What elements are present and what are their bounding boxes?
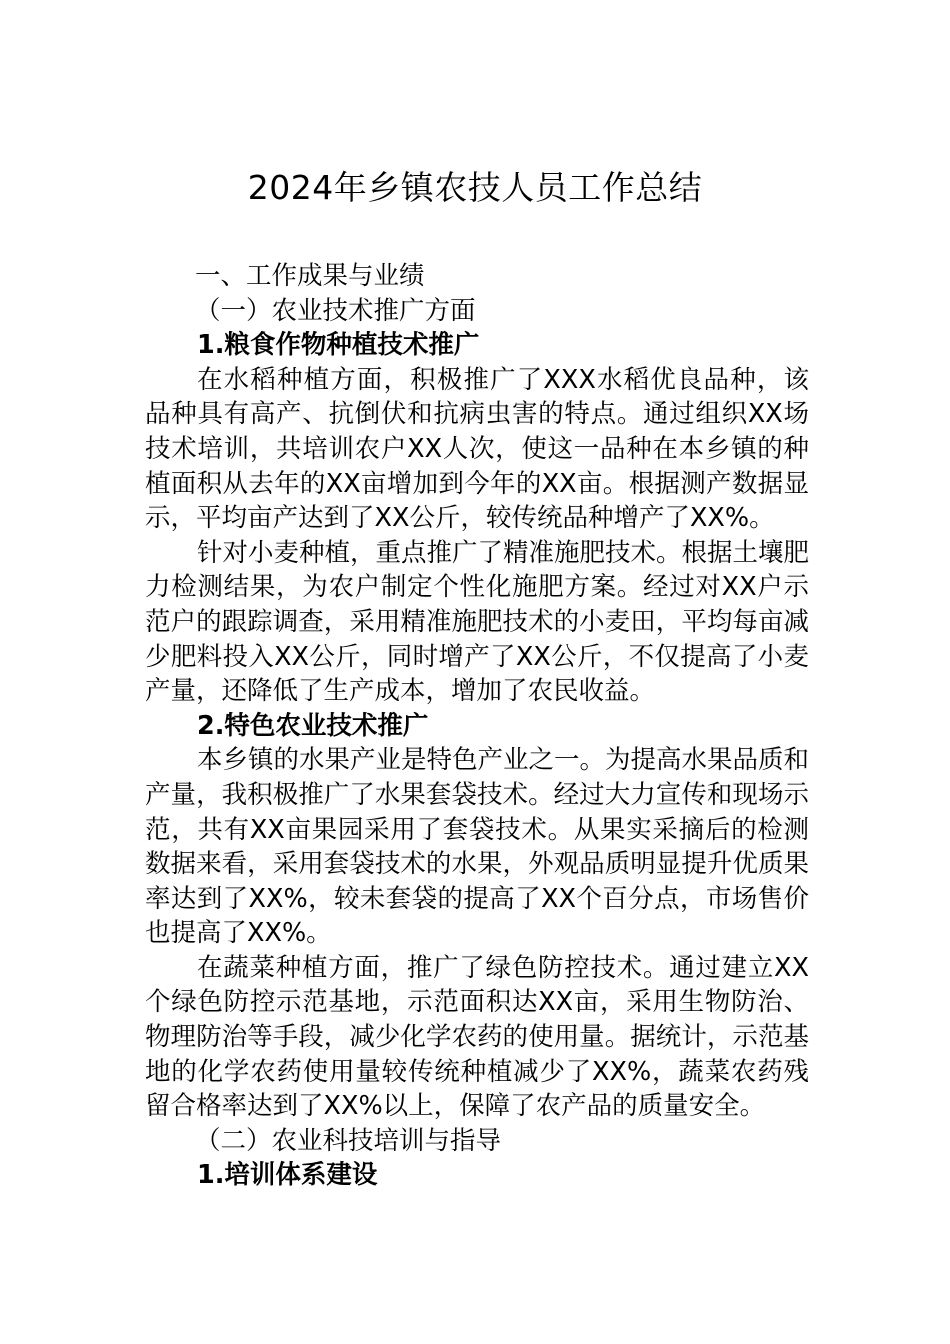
item-heading: 1.粮食作物种植技术推广 (197, 330, 480, 361)
item-heading: 1.培训体系建设 (197, 1160, 378, 1191)
item-heading: 2.特色农业技术推广 (197, 710, 429, 741)
paragraph: 本乡镇的水果产业是特色产业之一。为提高水果品质和产量，我积极推广了水果套袋技术。经过大力宣传和现场示范，共有XX亩果园采用了套袋技术。从果实采摘后的检测数据来看，采用套袋技术的水果，外观品质明显提升优质果率达到了XX%，较未套袋的提高了XX个百分点，市场售价也提高了XX%。 (145, 745, 810, 949)
paragraph: 在蔬菜种植方面，推广了绿色防控技术。通过建立XX个绿色防控示范基地，示范面积达XX亩，采用生物防治、物理防治等手段，减少化学农药的使用量。据统计，示范基地的化学农药使用量较传统种植减少了XX%，蔬菜农药残留合格率达到了XX%以上，保障了农产品的质量安全。 (145, 952, 809, 1122)
subsection-heading: （一）农业技术推广方面 (195, 295, 476, 326)
paragraph: 针对小麦种植，重点推广了精准施肥技术。根据土壤肥力检测结果，为农户制定个性化施肥方案。经过对XX户示范户的跟踪调查，采用精准施肥技术的小麦田，平均每亩减少肥料投入XX公斤，同时增产了XX公斤，不仅提高了小麦产量，还降低了生产成本，增加了农民收益。 (145, 537, 810, 707)
section-heading: 一、工作成果与业绩 (195, 261, 425, 291)
subsection-heading: （二）农业科技培训与指导 (195, 1125, 502, 1156)
document-body (145, 259, 809, 1193)
paragraph: 在水稻种植方面，积极推广了XXX水稻优良品种，该品种具有高产、抗倒伏和抗病虫害的特点。通过组织XX场技术培训，共培训农户XX人次，使这一品种在本乡镇的种植面积从去年的XX亩增加到今年的XX亩。根据测产数据显示，平均亩产达到了XX公斤，较传统品种增产了XX%。 (145, 364, 809, 534)
document-title: 2024年乡镇农技人员工作总结 (247, 168, 703, 207)
